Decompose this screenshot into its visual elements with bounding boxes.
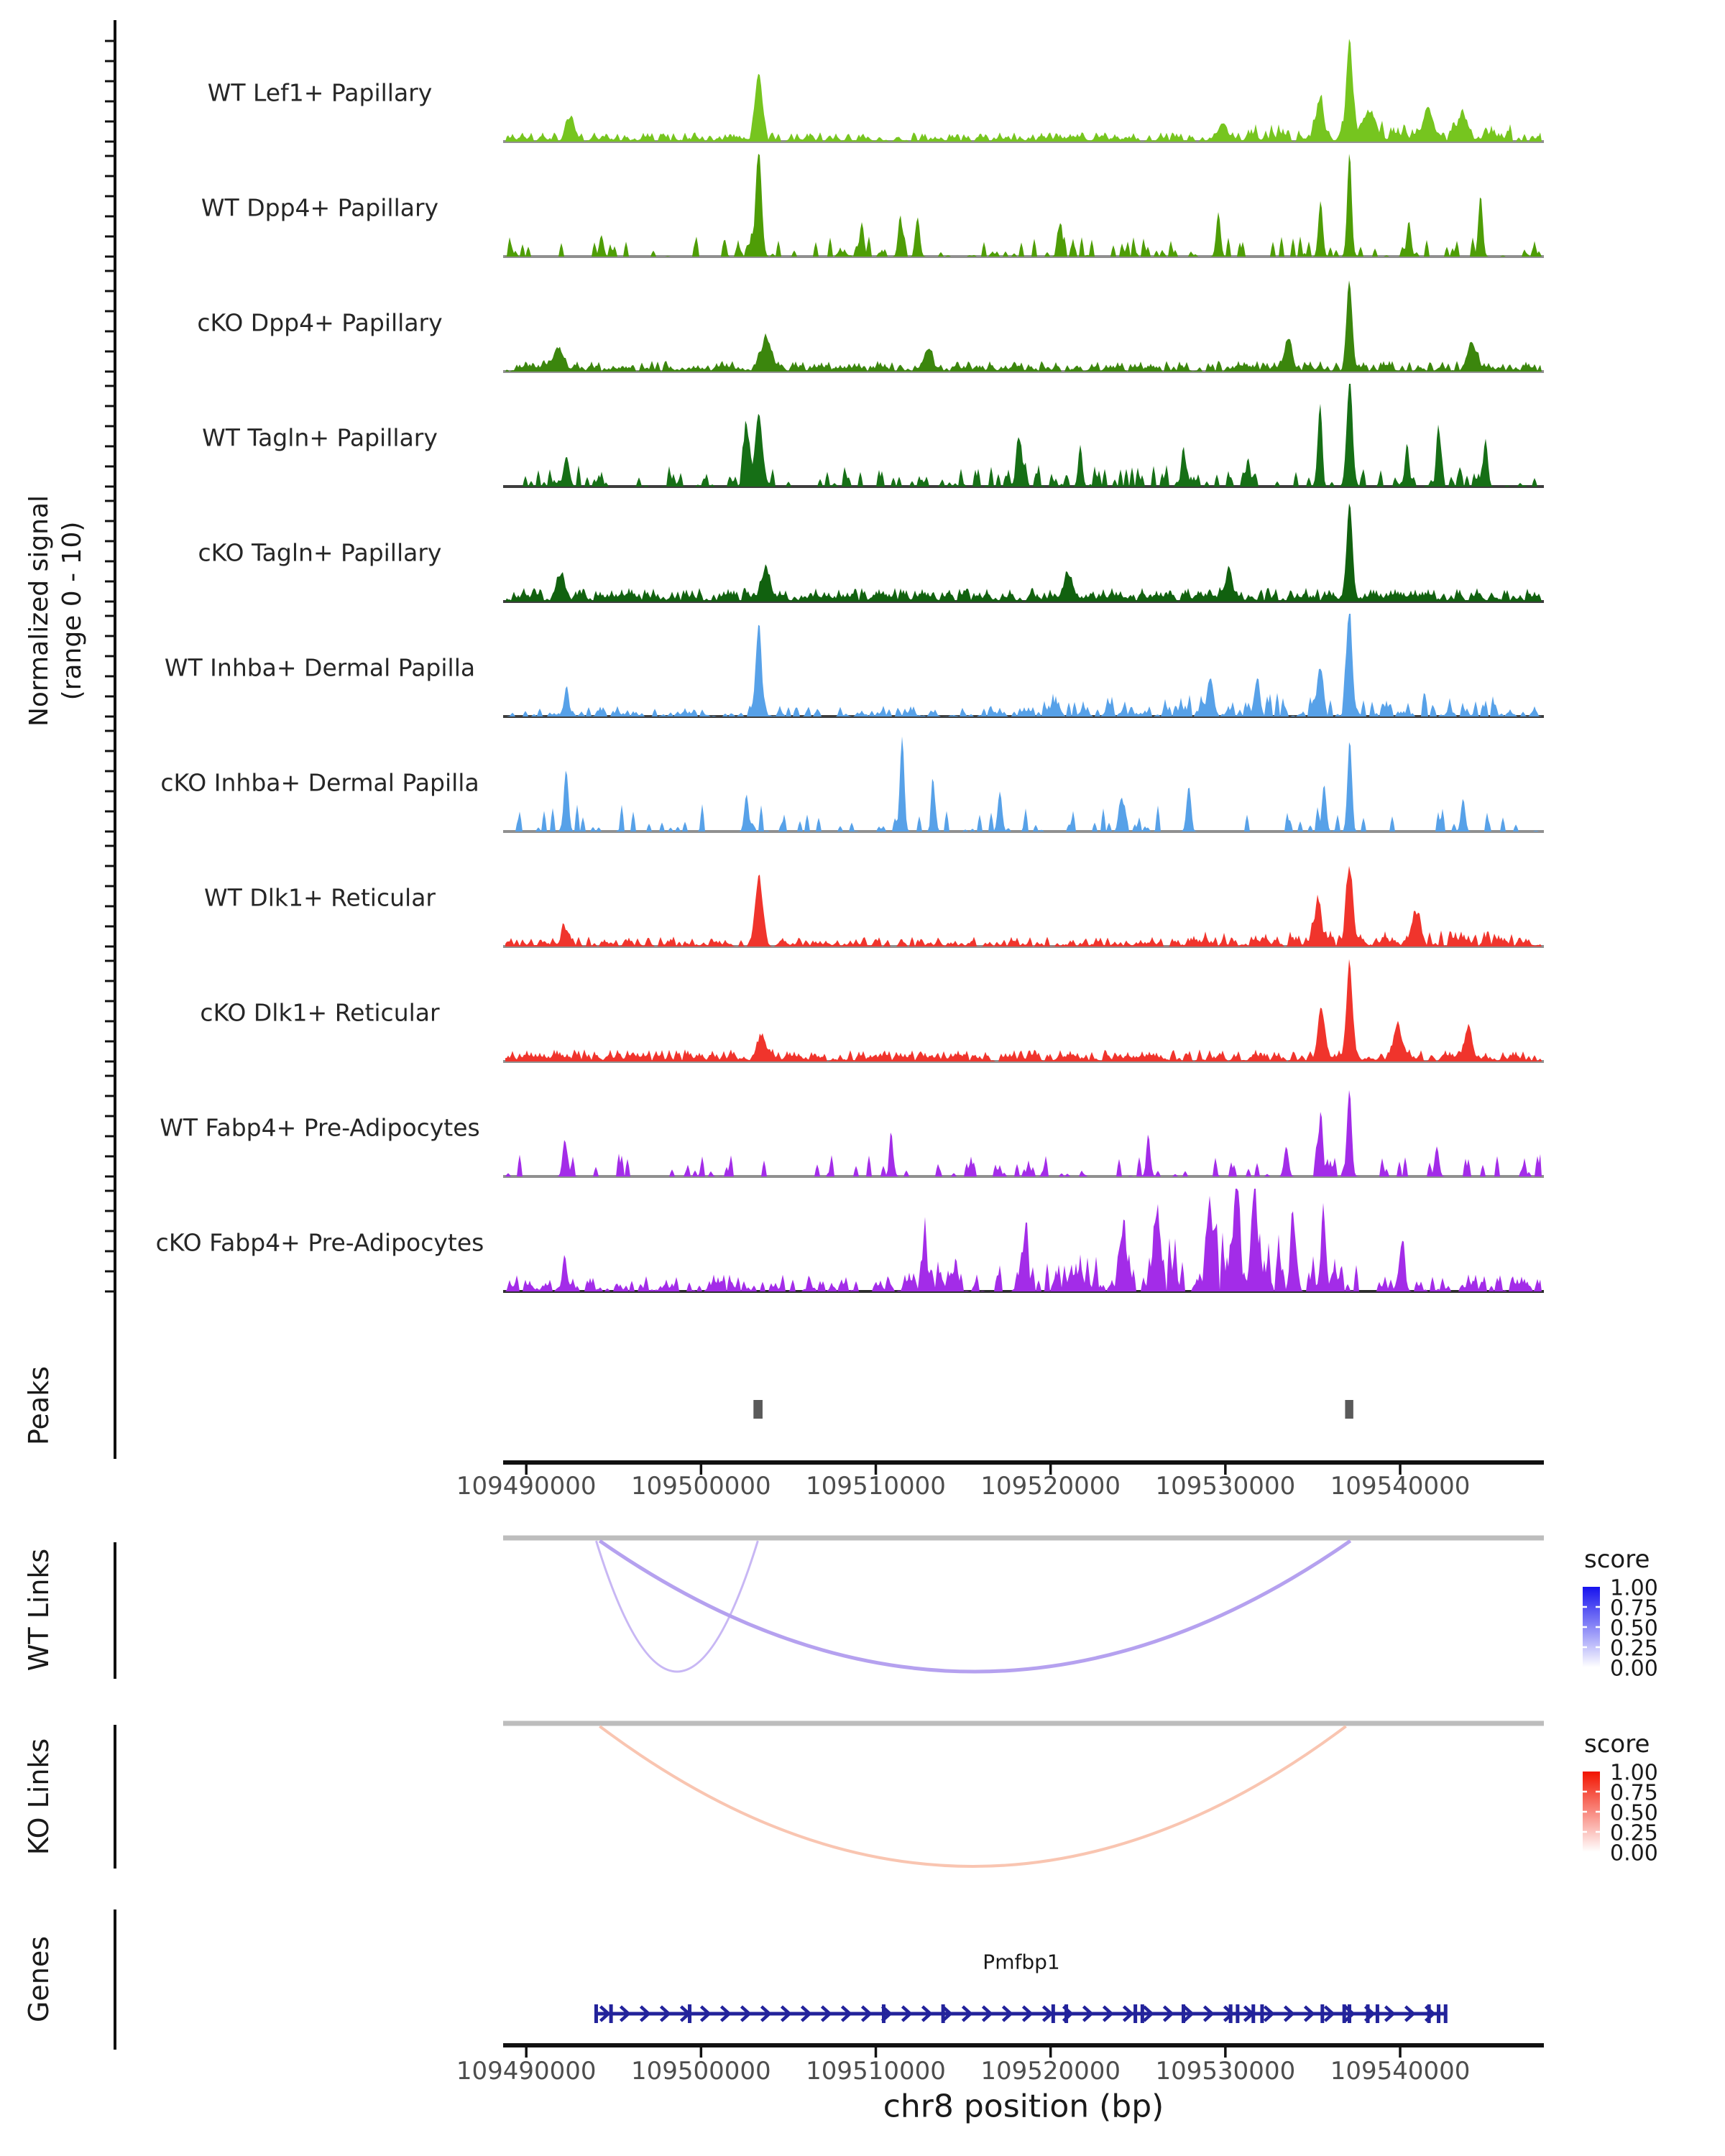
gene-exon-bar [1260,2004,1264,2023]
score-legend-tick-label: 0.75 [1610,1595,1658,1621]
gene-exon-bar [1182,2004,1185,2023]
track-label: WT Dlk1+ Reticular [204,883,436,912]
score-legend-tick-label: 0.25 [1610,1820,1658,1846]
x-tick-label: 109510000 [806,2057,946,2086]
x-axis-title: chr8 position (bp) [883,2088,1164,2125]
track-label: WT Fabp4+ Pre-Adipocytes [160,1113,480,1142]
gene-exon-bar [1437,2004,1440,2023]
score-legend-tick-label: 0.50 [1610,1616,1658,1641]
signal-area [505,504,1542,602]
y-axis-label-line1: Normalized signal [24,494,54,727]
track-label: WT Tagln+ Papillary [202,423,438,452]
score-legend-tick-label: 1.00 [1610,1575,1658,1601]
gene-exon-bar [1251,2004,1255,2023]
x-tick-label: 109530000 [1155,2057,1296,2086]
peak-region-box [753,1400,763,1419]
gene-exon-bar [1444,2004,1448,2023]
x-tick-label: 109500000 [631,1472,771,1501]
track-label: cKO Dpp4+ Papillary [197,308,443,337]
peaks-panel-label: Peaks [23,1365,55,1446]
ko-links-panel-label: KO Links [23,1738,55,1856]
track-label: cKO Tagln+ Papillary [198,538,442,567]
gene-exon-bar [1366,2004,1370,2023]
gene-name-label: Pmfbp1 [983,1950,1060,1974]
signal-area [505,1189,1542,1291]
x-tick-label: 109510000 [806,1472,946,1501]
y-axis-label-line2: (range 0 - 10) [58,521,87,701]
signal-area [505,1090,1542,1176]
track-label: WT Lef1+ Papillary [207,78,433,107]
gene-exon-bar [1229,2004,1233,2023]
track-label: cKO Fabp4+ Pre-Adipocytes [155,1228,484,1257]
score-legend-tick-label: 1.00 [1610,1760,1658,1786]
gene-exon-bar [882,2004,886,2023]
score-legend-tick-label: 0.25 [1610,1636,1658,1662]
score-legend-tick-label: 0.75 [1610,1780,1658,1806]
x-tick-label: 109520000 [980,1472,1121,1501]
signal-area [505,959,1542,1061]
gene-exon-bar [1141,2004,1144,2023]
x-tick-label: 109490000 [456,2057,597,2086]
signal-area [505,614,1542,717]
gene-exon-bar [942,2004,945,2023]
signal-area [505,280,1542,372]
gene-exon-bar [1376,2004,1379,2023]
x-tick-label: 109500000 [631,2057,771,2086]
wt-score-legend-title: score [1584,1545,1650,1574]
track-label: cKO Inhba+ Dermal Papilla [160,768,479,797]
link-arc [596,1541,758,1672]
link-arc [599,1541,1350,1672]
signal-area [505,866,1542,946]
wt-links-panel-label: WT Links [23,1548,55,1672]
gene-exon-bar [594,2004,598,2023]
x-tick-label: 109540000 [1330,2057,1471,2086]
track-label: WT Inhba+ Dermal Papilla [164,653,476,682]
gene-exon-bar [1343,2004,1346,2023]
gene-exon-bar [1133,2004,1137,2023]
y-axis-label [23,287,89,934]
gene-exon-bar [1427,2004,1431,2023]
signal-area [505,39,1542,142]
score-legend-tick-label: 0.00 [1610,1841,1658,1866]
x-tick-label: 109530000 [1155,1472,1296,1501]
signal-area [505,384,1542,487]
gene-exon-bar [1320,2004,1324,2023]
gene-exon-bar [1064,2004,1068,2023]
score-legend-tick-label: 0.00 [1610,1656,1658,1682]
gene-exon-bar [1052,2004,1055,2023]
genes-panel-label: Genes [23,1935,55,2023]
track-label: WT Dpp4+ Papillary [201,193,439,222]
gene-exon-bar [610,2004,613,2023]
x-tick-label: 109520000 [980,2057,1121,2086]
ko-score-legend-title: score [1584,1730,1650,1759]
score-legend-tick-label: 0.50 [1610,1800,1658,1826]
track-label: cKO Dlk1+ Reticular [200,998,440,1027]
peak-region-box [1345,1400,1353,1419]
gene-exon-bar [688,2004,691,2023]
signal-area [505,737,1542,831]
x-tick-label: 109490000 [456,1472,597,1501]
x-tick-label: 109540000 [1330,1472,1471,1501]
link-arc [599,1726,1346,1866]
signal-area [505,154,1542,257]
gene-exon-bar [1236,2004,1239,2023]
gene-exon-bar [1348,2004,1351,2023]
